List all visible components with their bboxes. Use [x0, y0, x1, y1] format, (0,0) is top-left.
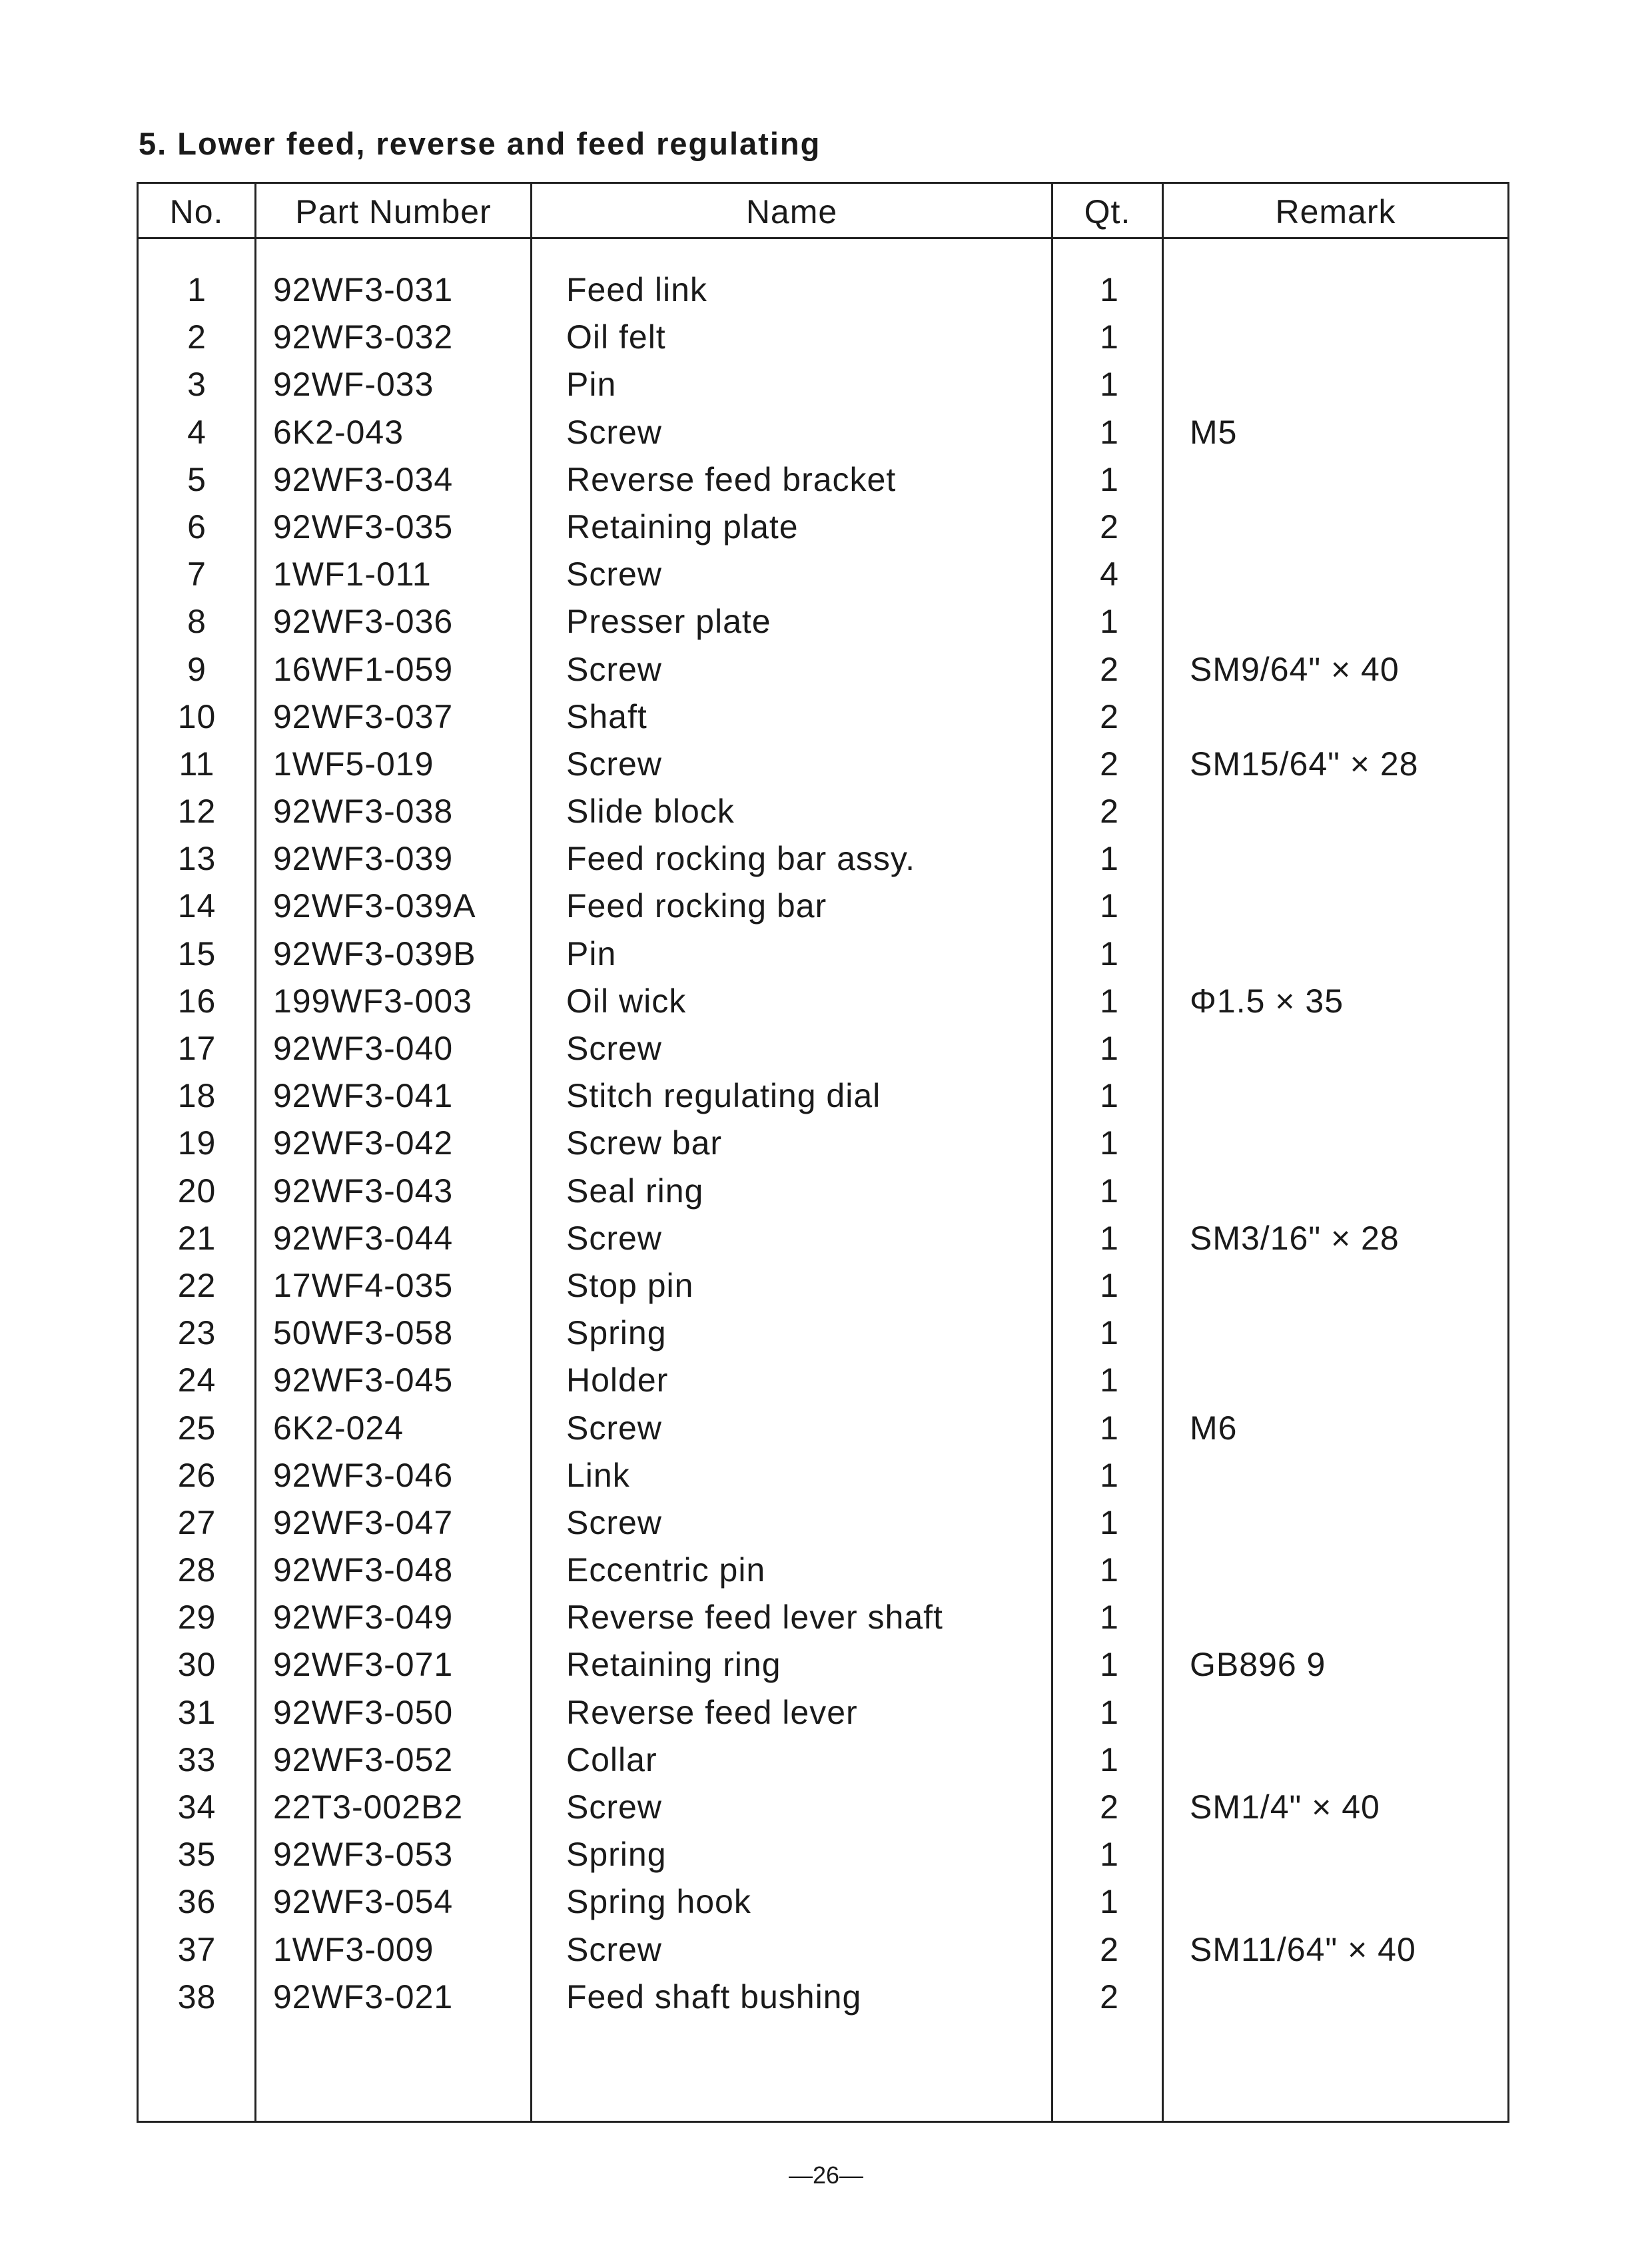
- cell-no: 15: [177, 934, 216, 972]
- cell-name: Screw: [566, 1030, 662, 1067]
- cell-no: 36: [177, 1883, 216, 1921]
- table-row: [139, 506, 1507, 553]
- table-row: [139, 1264, 1507, 1311]
- cell-part-number: 92WF3-034: [273, 460, 454, 498]
- cell-part-number: 92WF3-048: [273, 1551, 454, 1589]
- cell-part-number: 199WF3-003: [273, 982, 473, 1020]
- cell-no: 28: [177, 1551, 216, 1589]
- cell-no: 12: [177, 793, 216, 831]
- cell-part-number: 92WF3-042: [273, 1124, 454, 1162]
- table-row: [139, 790, 1507, 837]
- cell-no: 25: [177, 1409, 216, 1447]
- header-remark: Remark: [1275, 193, 1396, 230]
- cell-no: 20: [177, 1172, 216, 1210]
- cell-no: 23: [177, 1314, 216, 1352]
- cell-name: Reverse feed lever: [566, 1693, 858, 1731]
- cell-part-number: 17WF4-035: [273, 1266, 454, 1304]
- cell-name: Screw: [566, 1788, 662, 1826]
- header-qty: Qt.: [1084, 193, 1131, 230]
- table-row: [139, 363, 1507, 410]
- cell-no: 29: [177, 1599, 216, 1637]
- cell-no: 16: [177, 982, 216, 1020]
- cell-part-number: 92WF3-045: [273, 1361, 454, 1399]
- header-name: Name: [745, 193, 838, 230]
- table-row: [139, 411, 1507, 458]
- table-row: [139, 1549, 1507, 1596]
- table-row: [139, 1691, 1507, 1738]
- cell-name: Reverse feed bracket: [566, 460, 897, 498]
- cell-part-number: 92WF3-041: [273, 1077, 454, 1115]
- cell-part-number: 92WF3-050: [273, 1693, 454, 1731]
- cell-remark: SM3/16" × 28: [1190, 1219, 1400, 1257]
- cell-name: Pin: [566, 934, 617, 972]
- cell-qty: 1: [1100, 934, 1119, 972]
- cell-no: 38: [177, 1978, 216, 2016]
- cell-name: Screw: [566, 745, 662, 783]
- cell-part-number: 6K2-024: [273, 1409, 404, 1447]
- cell-name: Seal ring: [566, 1172, 704, 1210]
- cell-part-number: 92WF3-071: [273, 1646, 454, 1684]
- table-row: [139, 933, 1507, 980]
- table-row: [139, 1359, 1507, 1406]
- cell-no: 22: [177, 1266, 216, 1304]
- cell-part-number: 92WF3-037: [273, 697, 454, 735]
- table-body: [139, 268, 1507, 2023]
- cell-no: 10: [177, 697, 216, 735]
- cell-qty: 1: [1100, 271, 1119, 308]
- cell-qty: 2: [1100, 1978, 1119, 2016]
- cell-qty: 1: [1100, 1030, 1119, 1067]
- cell-no: 9: [187, 650, 206, 688]
- cell-part-number: 22T3-002B2: [273, 1788, 464, 1826]
- cell-qty: 1: [1100, 603, 1119, 641]
- cell-part-number: 92WF3-049: [273, 1599, 454, 1637]
- table-row: [139, 1311, 1507, 1359]
- cell-part-number: 92WF3-043: [273, 1172, 454, 1210]
- cell-no: 33: [177, 1740, 216, 1778]
- cell-part-number: 1WF1-011: [273, 556, 432, 593]
- cell-name: Oil wick: [566, 982, 687, 1020]
- cell-name: Slide block: [566, 793, 735, 831]
- cell-qty: 1: [1100, 1693, 1119, 1731]
- cell-qty: 1: [1100, 460, 1119, 498]
- cell-qty: 2: [1100, 1930, 1119, 1968]
- cell-remark: M6: [1190, 1409, 1238, 1447]
- cell-qty: 1: [1100, 1219, 1119, 1257]
- table-row: [139, 268, 1507, 316]
- cell-remark: Φ1.5 × 35: [1190, 982, 1344, 1020]
- cell-qty: 1: [1100, 1599, 1119, 1637]
- cell-no: 37: [177, 1930, 216, 1968]
- cell-no: 4: [187, 413, 206, 451]
- cell-qty: 2: [1100, 1788, 1119, 1826]
- table-row: [139, 1738, 1507, 1786]
- cell-qty: 1: [1100, 413, 1119, 451]
- cell-no: 13: [177, 840, 216, 878]
- cell-name: Stitch regulating dial: [566, 1077, 881, 1115]
- cell-qty: 2: [1100, 508, 1119, 546]
- header-no: No.: [169, 193, 224, 230]
- cell-name: Screw: [566, 413, 662, 451]
- table-row: [139, 1122, 1507, 1169]
- cell-qty: 2: [1100, 745, 1119, 783]
- cell-name: Retaining ring: [566, 1646, 781, 1684]
- cell-remark: SM9/64" × 40: [1190, 650, 1400, 688]
- table-row: [139, 458, 1507, 506]
- cell-qty: 1: [1100, 1883, 1119, 1921]
- cell-qty: 1: [1100, 1740, 1119, 1778]
- cell-name: Screw bar: [566, 1124, 723, 1162]
- cell-name: Feed shaft bushing: [566, 1978, 862, 2016]
- table-row: [139, 1596, 1507, 1643]
- parts-table: [137, 182, 1509, 2123]
- cell-qty: 1: [1100, 1409, 1119, 1447]
- table-row: [139, 695, 1507, 743]
- cell-part-number: 6K2-043: [273, 413, 404, 451]
- cell-no: 35: [177, 1836, 216, 1874]
- table-row: [139, 1074, 1507, 1122]
- cell-qty: 1: [1100, 887, 1119, 925]
- cell-qty: 1: [1100, 1836, 1119, 1874]
- header-divider: [139, 237, 1507, 239]
- cell-name: Screw: [566, 1503, 662, 1541]
- cell-name: Presser plate: [566, 603, 771, 641]
- header-part-number: Part Number: [295, 193, 492, 230]
- cell-name: Feed link: [566, 271, 707, 308]
- cell-no: 1: [187, 271, 206, 308]
- cell-name: Screw: [566, 1409, 662, 1447]
- cell-part-number: 92WF3-044: [273, 1219, 454, 1257]
- cell-part-number: 92WF-033: [273, 366, 434, 404]
- cell-no: 34: [177, 1788, 216, 1826]
- table-row: [139, 1643, 1507, 1690]
- table-row: [139, 648, 1507, 695]
- cell-remark: SM11/64" × 40: [1190, 1930, 1416, 1968]
- table-row: [139, 885, 1507, 932]
- cell-no: 14: [177, 887, 216, 925]
- cell-part-number: 1WF5-019: [273, 745, 434, 783]
- cell-qty: 1: [1100, 1503, 1119, 1541]
- cell-qty: 1: [1100, 366, 1119, 404]
- cell-qty: 1: [1100, 1314, 1119, 1352]
- cell-qty: 1: [1100, 1077, 1119, 1115]
- cell-name: Collar: [566, 1740, 657, 1778]
- cell-no: 18: [177, 1077, 216, 1115]
- cell-name: Reverse feed lever shaft: [566, 1599, 943, 1637]
- table-row: [139, 1786, 1507, 1833]
- cell-qty: 4: [1100, 556, 1119, 593]
- cell-part-number: 92WF3-052: [273, 1740, 454, 1778]
- cell-name: Spring: [566, 1836, 667, 1874]
- cell-remark: SM15/64" × 28: [1190, 745, 1419, 783]
- table-row: [139, 1976, 1507, 2023]
- cell-qty: 1: [1100, 1456, 1119, 1494]
- cell-no: 2: [187, 318, 206, 356]
- page-number: —26—: [788, 2161, 864, 2189]
- cell-part-number: 92WF3-021: [273, 1978, 454, 2016]
- cell-name: Screw: [566, 650, 662, 688]
- cell-part-number: 92WF3-053: [273, 1836, 454, 1874]
- cell-part-number: 92WF3-054: [273, 1883, 454, 1921]
- cell-qty: 1: [1100, 1551, 1119, 1589]
- cell-part-number: 92WF3-031: [273, 271, 454, 308]
- cell-name: Pin: [566, 366, 617, 404]
- cell-name: Oil felt: [566, 318, 666, 356]
- cell-part-number: 92WF3-046: [273, 1456, 454, 1494]
- cell-name: Feed rocking bar: [566, 887, 827, 925]
- cell-part-number: 92WF3-047: [273, 1503, 454, 1541]
- cell-qty: 2: [1100, 793, 1119, 831]
- table-row: [139, 600, 1507, 647]
- cell-remark: GB896 9: [1190, 1646, 1326, 1684]
- cell-name: Stop pin: [566, 1266, 694, 1304]
- cell-no: 21: [177, 1219, 216, 1257]
- cell-part-number: 50WF3-058: [273, 1314, 454, 1352]
- cell-part-number: 16WF1-059: [273, 650, 454, 688]
- cell-qty: 2: [1100, 697, 1119, 735]
- cell-no: 7: [187, 556, 206, 593]
- cell-no: 11: [179, 745, 215, 783]
- table-row: [139, 1027, 1507, 1074]
- cell-qty: 1: [1100, 1124, 1119, 1162]
- cell-qty: 1: [1100, 840, 1119, 878]
- cell-no: 31: [177, 1693, 216, 1731]
- cell-part-number: 92WF3-036: [273, 603, 454, 641]
- table-row: [139, 1928, 1507, 1976]
- cell-no: 3: [187, 366, 206, 404]
- cell-no: 17: [177, 1030, 216, 1067]
- table-row: [139, 980, 1507, 1027]
- cell-name: Shaft: [566, 697, 647, 735]
- table-row: [139, 1170, 1507, 1217]
- cell-no: 30: [177, 1646, 216, 1684]
- cell-name: Holder: [566, 1361, 669, 1399]
- cell-no: 6: [187, 508, 206, 546]
- cell-name: Retaining plate: [566, 508, 799, 546]
- cell-name: Screw: [566, 1219, 662, 1257]
- cell-no: 26: [177, 1456, 216, 1494]
- cell-name: Link: [566, 1456, 630, 1494]
- cell-part-number: 92WF3-040: [273, 1030, 454, 1067]
- cell-no: 19: [177, 1124, 216, 1162]
- cell-part-number: 92WF3-039B: [273, 934, 476, 972]
- cell-remark: M5: [1190, 413, 1238, 451]
- cell-part-number: 92WF3-032: [273, 318, 454, 356]
- table-row: [139, 1217, 1507, 1264]
- cell-part-number: 92WF3-038: [273, 793, 454, 831]
- table-row: [139, 1833, 1507, 1880]
- cell-qty: 1: [1100, 1172, 1119, 1210]
- cell-qty: 1: [1100, 1646, 1119, 1684]
- cell-qty: 1: [1100, 1361, 1119, 1399]
- cell-name: Spring hook: [566, 1883, 751, 1921]
- table-row: [139, 837, 1507, 885]
- table-row: [139, 553, 1507, 600]
- cell-name: Screw: [566, 1930, 662, 1968]
- cell-name: Screw: [566, 556, 662, 593]
- cell-qty: 2: [1100, 650, 1119, 688]
- cell-no: 8: [187, 603, 206, 641]
- table-row: [139, 743, 1507, 790]
- table-row: [139, 1407, 1507, 1454]
- cell-no: 24: [177, 1361, 216, 1399]
- table-row: [139, 316, 1507, 363]
- cell-name: Feed rocking bar assy.: [566, 840, 916, 878]
- cell-part-number: 92WF3-039A: [273, 887, 476, 925]
- cell-qty: 1: [1100, 318, 1119, 356]
- cell-no: 27: [177, 1503, 216, 1541]
- cell-no: 5: [187, 460, 206, 498]
- table-row: [139, 1501, 1507, 1549]
- cell-part-number: 92WF3-035: [273, 508, 454, 546]
- table-row: [139, 1880, 1507, 1928]
- cell-name: Spring: [566, 1314, 667, 1352]
- cell-qty: 1: [1100, 1266, 1119, 1304]
- section-title: 5. Lower feed, reverse and feed regulating: [139, 126, 821, 161]
- table-row: [139, 1454, 1507, 1501]
- cell-remark: SM1/4" × 40: [1190, 1788, 1380, 1826]
- cell-qty: 1: [1100, 982, 1119, 1020]
- cell-part-number: 92WF3-039: [273, 840, 454, 878]
- cell-part-number: 1WF3-009: [273, 1930, 434, 1968]
- cell-name: Eccentric pin: [566, 1551, 766, 1589]
